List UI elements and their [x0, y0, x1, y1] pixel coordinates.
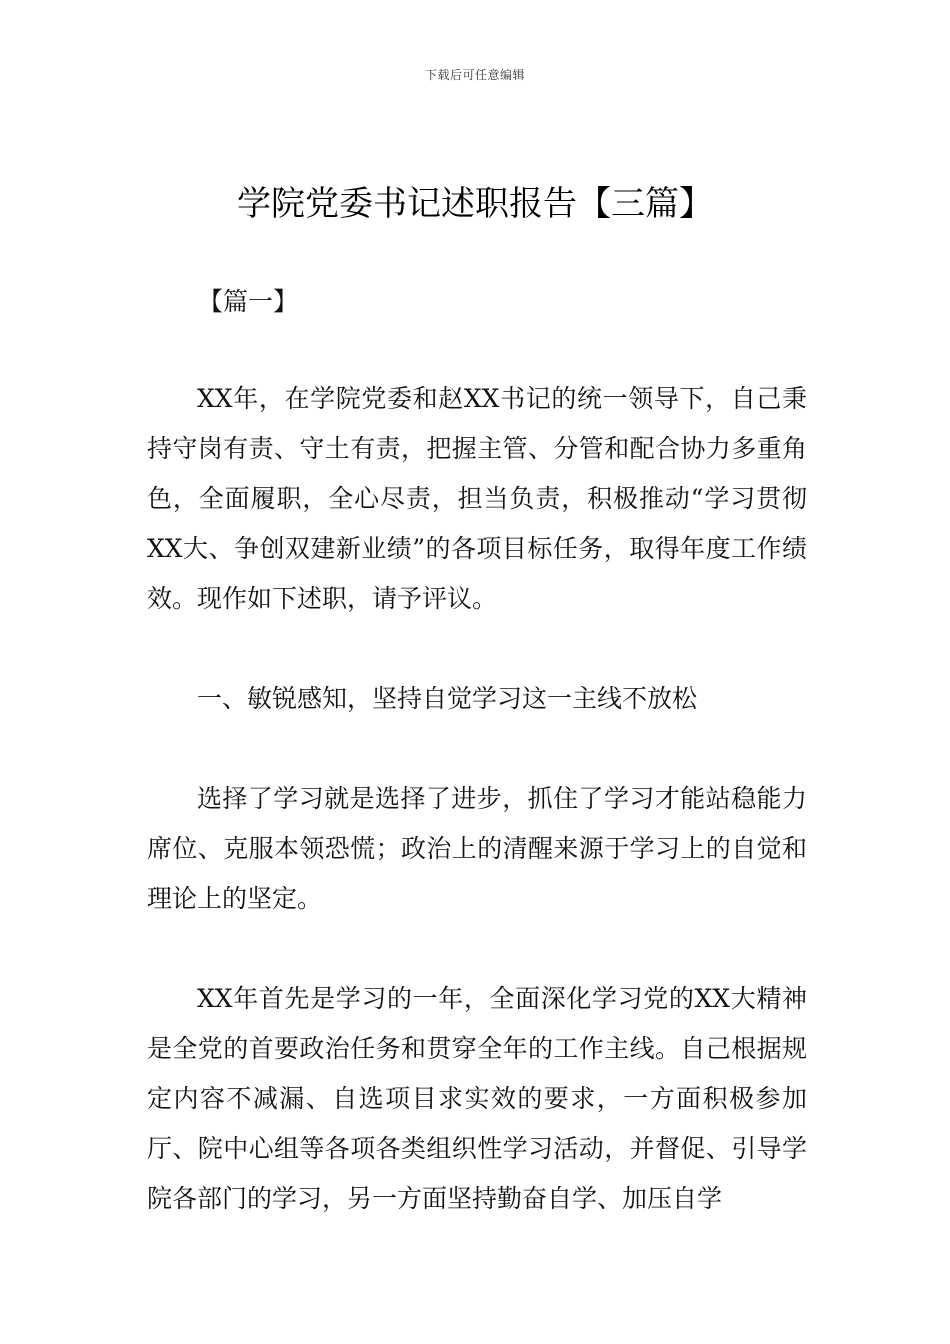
paragraph-block: [147, 774, 807, 924]
paragraph-intro: XX年，在学院党委和赵XX书记的统一领导下，自己秉持守岗有责、守土有责，把握主管、分管和配合协力多重角色，全面履职，全心尽责，担当负责，积极推动“学习贯彻XX大、争创双建新业绩”的各项目标任务，取得年度工作绩效。现作如下述职，请予评议。: [147, 384, 807, 613]
header-note: 下载后可任意编辑: [424, 68, 525, 82]
paragraph-learning: 选择了学习就是选择了进步，抓住了学习才能站稳能力席位、克服本领恐慌；政治上的清醒来源于学习上的自觉和理论上的坚定。: [147, 784, 807, 913]
paragraph-year-study: XX年首先是学习的一年，全面深化学习党的XX大精神是全党的首要政治任务和贯穿全年的工作主线。自己根据规定内容不减漏、自选项目求实效的要求，一方面积极参加厅、院中心组等各项各类组织性学习活动，并督促、引导学院各部门的学习，另一方面坚持勤奋自学、加压自学: [147, 984, 807, 1213]
section-heading: 一、敏锐感知，坚持自觉学习这一主线不放松: [197, 684, 698, 713]
paragraph-block: [147, 374, 807, 624]
document-title: 学院党委书记述职报告【三篇】: [237, 184, 713, 224]
section-label: 【篇一】: [198, 287, 299, 316]
paragraph-block: [147, 674, 807, 724]
paragraph-block: [147, 974, 807, 1224]
